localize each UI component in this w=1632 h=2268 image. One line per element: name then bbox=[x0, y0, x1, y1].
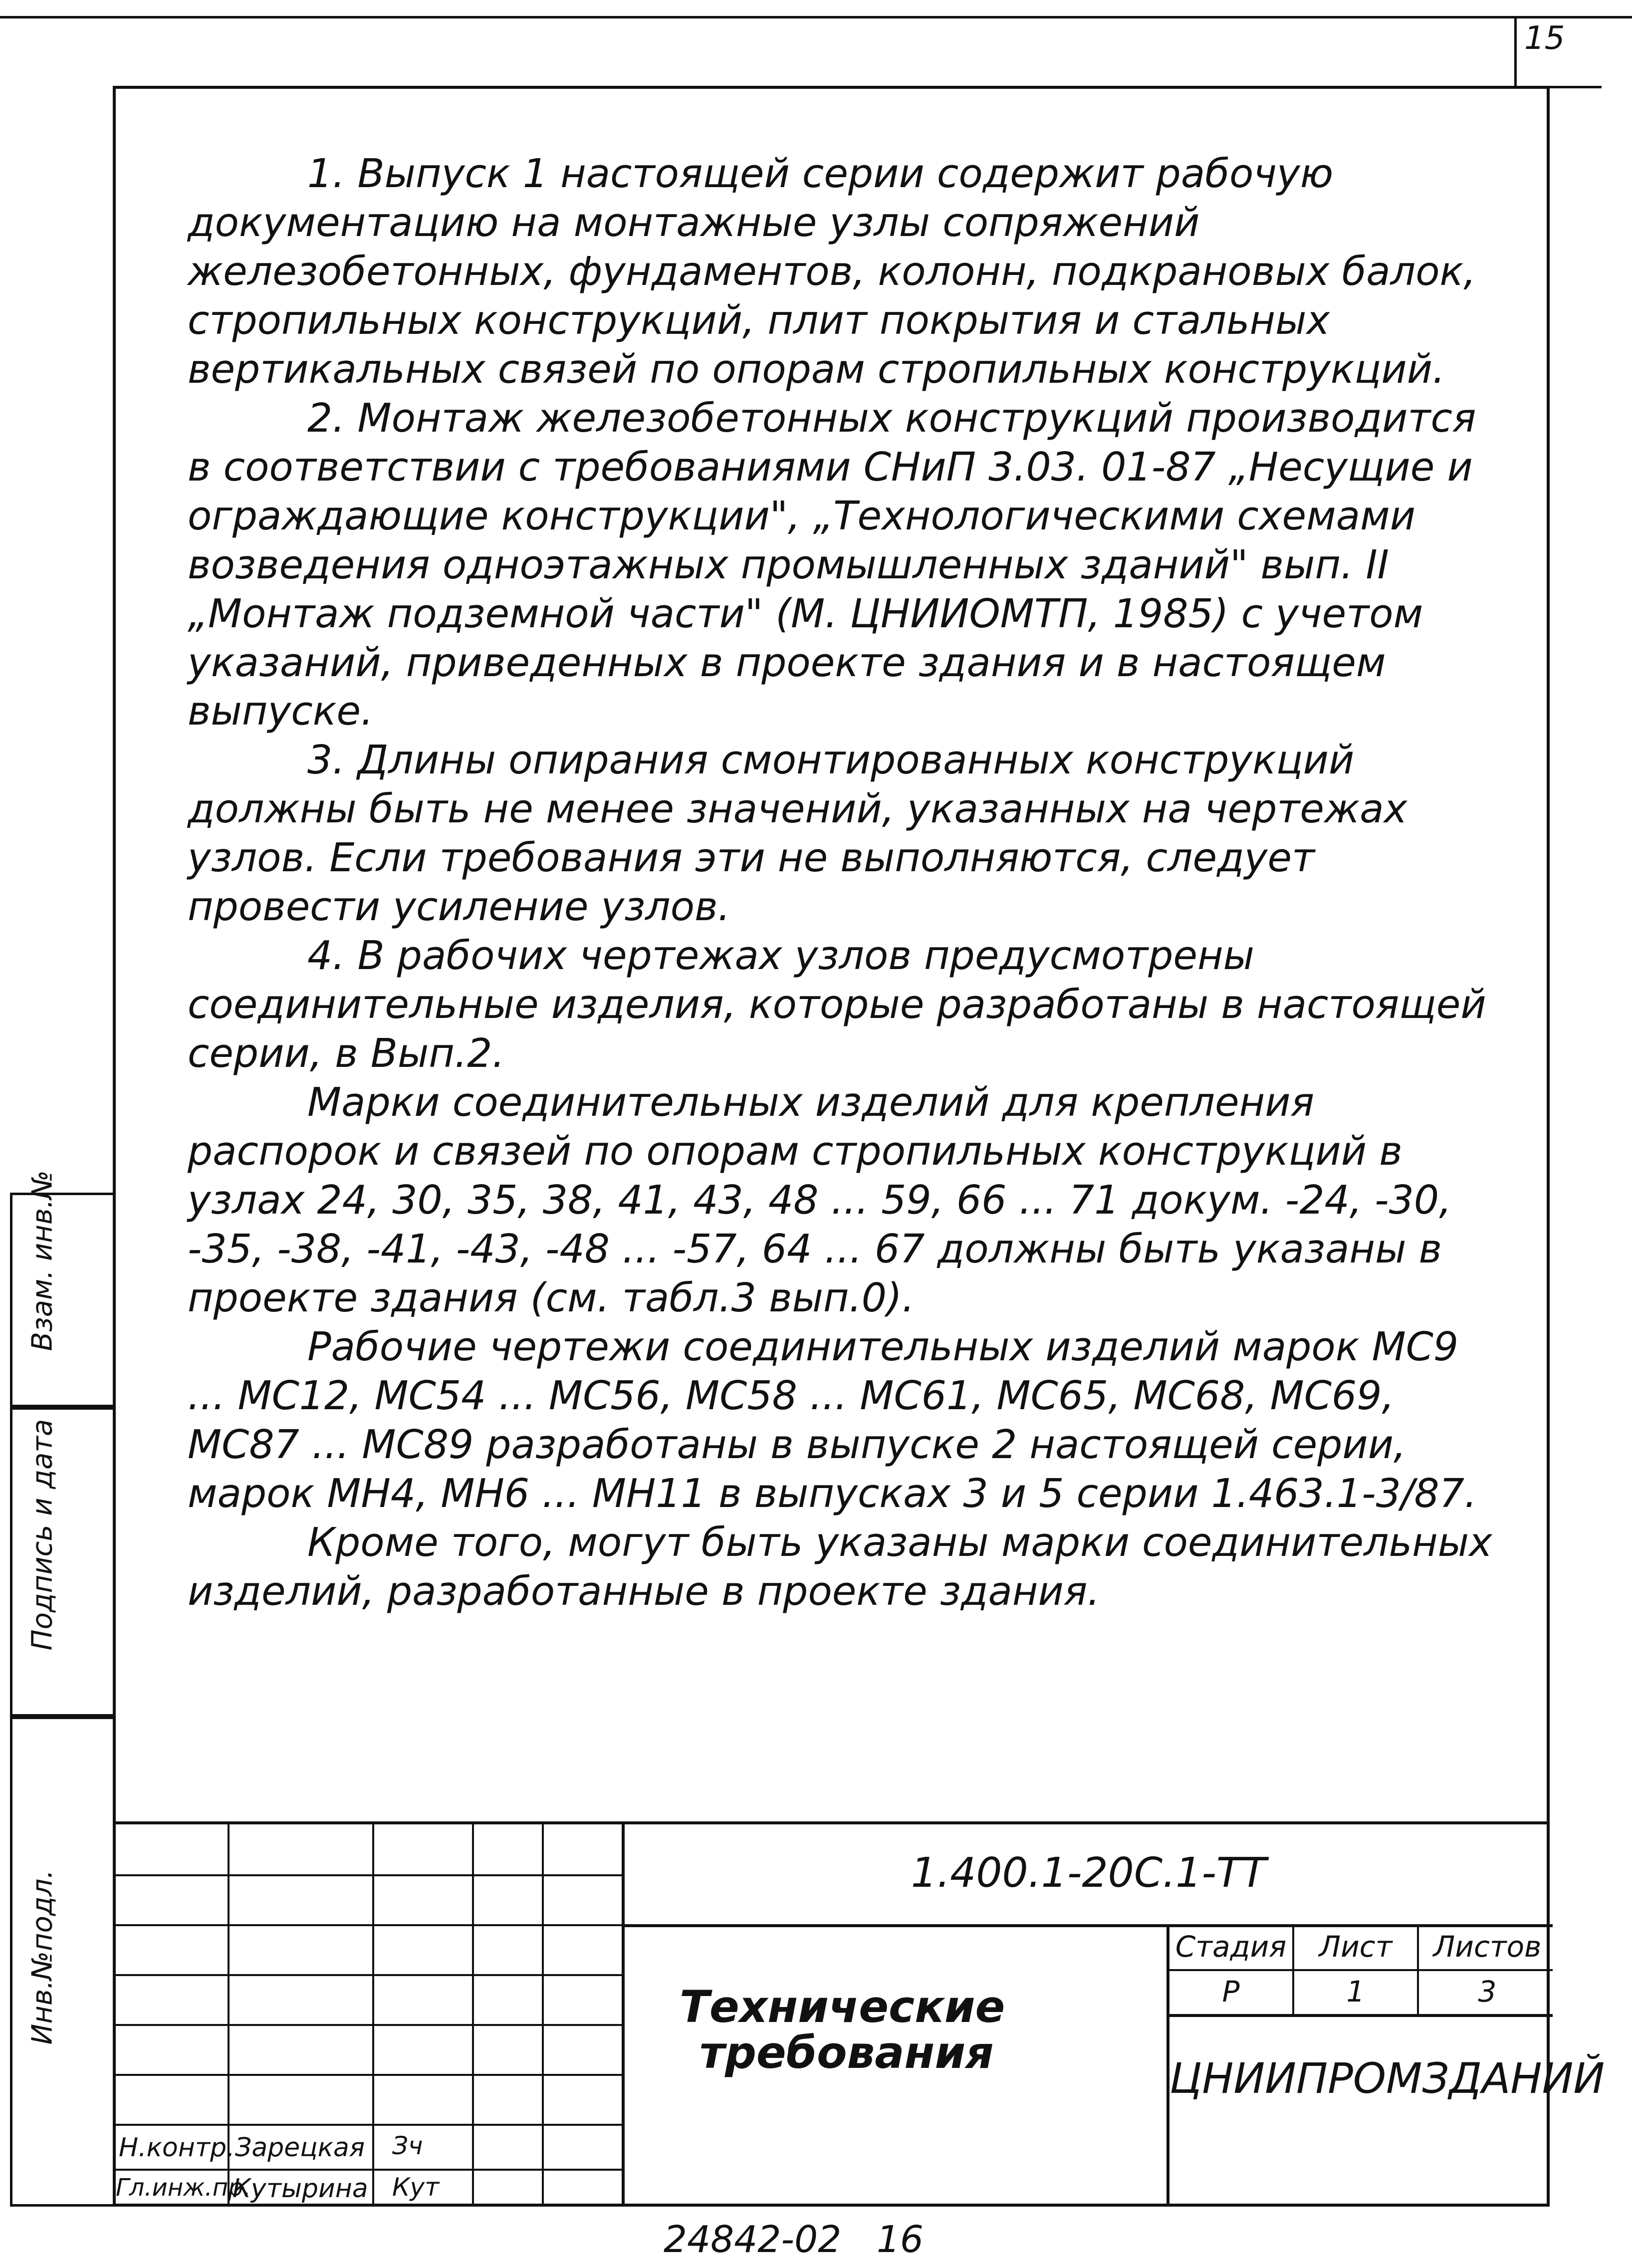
paragraph-5: Марки соединительных изделий для крепления распорок и связей по опорам стропильных конструкций в узлах 24, 30, 35, 38, 41, 43, 48 ... 59, 66 ... 71 докум. -24, -30, -35, -38, -41, -43, -48 ... -57, 64 ... 67 должны быть указаны в проекте здания (см. табл.3 вып.0). bbox=[188, 1079, 1452, 1321]
paragraph-7: Кроме того, могут быть указаны марки соединительных изделий, разработанные в проекте здания. bbox=[188, 1519, 1492, 1614]
bottom-code: 24842-02 16 bbox=[664, 2218, 924, 2261]
title-block bbox=[113, 1821, 1605, 2207]
stage-value: Р bbox=[1169, 1969, 1294, 2014]
signature-2: Кут bbox=[392, 2173, 440, 2202]
sheets-value: 3 bbox=[1478, 1975, 1497, 2009]
sheet-value: 1 bbox=[1294, 1969, 1419, 2014]
paragraph-3: 3. Длины опирания смонтированных конструкций должны быть не менее значений, указанных на чертежах узлов. Если требования эти не выполняются, следует провести усиление узлов. bbox=[188, 737, 1407, 930]
side-label-replace: Взам. инв.№ bbox=[26, 1170, 59, 1351]
organization: ЦНИИПРОМЗДАНИЙ bbox=[1169, 2054, 1605, 2103]
sheet-label: Лист bbox=[1294, 1924, 1419, 1969]
signer-name-2: Кутырина bbox=[233, 2174, 368, 2204]
sheet-top-border bbox=[0, 16, 1632, 18]
document-title-line-2: требования bbox=[699, 2027, 994, 2079]
signer-name-1: Зарецкая bbox=[235, 2133, 365, 2163]
paragraph-1: 1. Выпуск 1 настоящей серии содержит рабочую документацию на монтажные узлы сопряжений железобетонных, фундаментов, колонн, подкрановых балок, стропильных конструкций, плит покрытия и стальных вертикальных связей по опорам стропильных конструкций. bbox=[188, 151, 1476, 392]
paragraph-2: 2. Монтаж железобетонных конструкций производится в соответствии с требованиями СНиП 3.03. 01-87 „Несущие и ограждающие конструкции", „Технологическими схемами возведения одноэтажных промышленных зданий" вып. II „Монтаж подземной части" (М. ЦНИИОМТП, 1985) с учетом указаний, приведенных в проекте здания и в настоящем выпуске. bbox=[188, 395, 1476, 735]
requirements-text bbox=[113, 150, 1550, 1616]
paragraph-6: Рабочие чертежи соединительных изделий марок МС9 ... МС12, МС54 ... МС56, МС58 ... МС61, МС65, МС68, МС69, МС87 ... МС89 разработаны в выпуске 2 настоящей серии, марок МН4, МН6 ... МН11 в выпусках 3 и 5 серии 1.463.1-3/87. bbox=[188, 1323, 1477, 1516]
side-box-signature bbox=[10, 1407, 113, 1717]
side-box-replace bbox=[10, 1170, 113, 1407]
document-title-line-1: Технические bbox=[680, 1981, 1005, 2032]
signature-1: Зч bbox=[392, 2131, 423, 2160]
side-box-original bbox=[10, 1717, 113, 2207]
signer-role-2: Гл.инж.пр. bbox=[116, 2174, 251, 2202]
signer-role-1: Н.контр. bbox=[119, 2133, 235, 2163]
title-block-grid bbox=[113, 1824, 622, 2207]
side-label-signature: Подпись и дата bbox=[26, 1419, 59, 1651]
page-number: 15 bbox=[1524, 20, 1565, 57]
side-label-original: Инв.№подл. bbox=[26, 1869, 59, 2045]
document-code: 1.400.1-20С.1-ТТ bbox=[911, 1849, 1267, 1897]
sheets-label: Листов bbox=[1433, 1930, 1542, 1964]
stage-label: Стадия bbox=[1169, 1924, 1294, 1969]
stage-box bbox=[1166, 1924, 1605, 2207]
document-title bbox=[680, 1981, 1079, 2079]
paragraph-4: 4. В рабочих чертежах узлов предусмотрены соединительные изделия, которые разработаны в настоящей серии, в Вып.2. bbox=[188, 933, 1486, 1077]
title-block-main bbox=[622, 1824, 1605, 2207]
